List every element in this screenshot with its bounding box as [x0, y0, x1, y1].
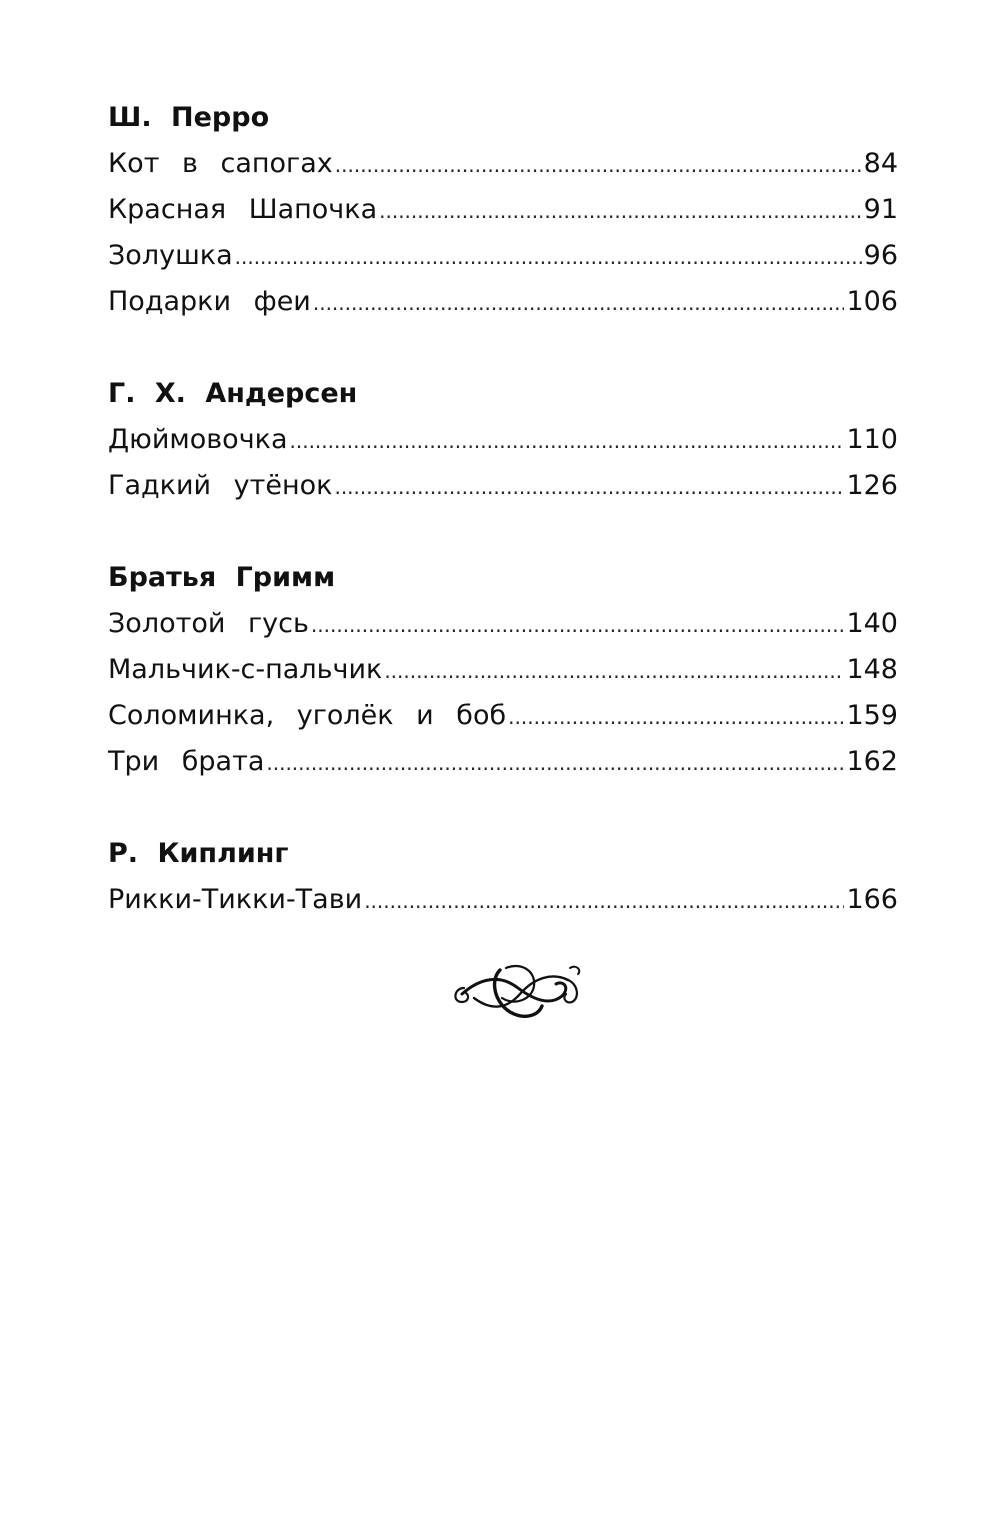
toc-entry[interactable]	[108, 233, 898, 279]
entry-page-number: 162	[846, 746, 898, 777]
toc-entry[interactable]	[108, 693, 898, 739]
dot-leader	[235, 234, 862, 280]
entry-title: Золушка	[108, 240, 233, 271]
entry-title: Подарки феи	[108, 286, 311, 317]
table-of-contents	[108, 95, 898, 923]
entry-page-number: 110	[846, 424, 898, 455]
dot-leader	[334, 464, 844, 510]
dot-leader	[311, 602, 845, 648]
entry-page-number: 106	[846, 286, 898, 317]
dot-leader	[384, 648, 844, 694]
dot-leader	[313, 280, 845, 326]
dot-leader	[379, 188, 862, 234]
section-andersen	[108, 371, 898, 509]
entry-title: Три брата	[108, 746, 265, 777]
toc-entry[interactable]	[108, 739, 898, 785]
author-heading: Братья Гримм	[108, 562, 336, 593]
section-grimm	[108, 555, 898, 785]
section-spacer	[108, 509, 898, 555]
dot-leader	[335, 142, 862, 188]
toc-entry[interactable]	[108, 417, 898, 463]
entry-title: Мальчик-с-пальчик	[108, 654, 383, 685]
entry-title: Кот в сапогах	[108, 148, 333, 179]
toc-entry[interactable]	[108, 647, 898, 693]
entry-title: Красная Шапочка	[108, 194, 378, 225]
dot-leader	[290, 418, 845, 464]
entry-page-number: 91	[863, 194, 898, 225]
dot-leader	[364, 878, 844, 924]
entry-page-number: 166	[846, 884, 898, 915]
section-kipling	[108, 831, 898, 923]
entry-title: Дюймовочка	[108, 424, 288, 455]
toc-entry[interactable]	[108, 877, 898, 923]
toc-entry[interactable]	[108, 601, 898, 647]
entry-title: Рикки-Тикки-Тави	[108, 884, 363, 915]
entry-page-number: 96	[863, 240, 898, 271]
toc-entry[interactable]	[108, 463, 898, 509]
author-heading: Г. Х. Андерсен	[108, 378, 358, 409]
entry-page-number: 84	[863, 148, 898, 179]
toc-entry[interactable]	[108, 279, 898, 325]
entry-page-number: 140	[846, 608, 898, 639]
entry-page-number: 159	[846, 700, 898, 731]
section-spacer	[108, 325, 898, 371]
entry-title: Золотой гусь	[108, 608, 309, 639]
entry-title: Гадкий утёнок	[108, 470, 333, 501]
section-spacer	[108, 785, 898, 831]
toc-entry[interactable]	[108, 187, 898, 233]
dot-leader	[508, 694, 844, 740]
entry-title: Соломинка, уголёк и боб	[108, 700, 507, 731]
author-heading: Ш. Перро	[108, 102, 270, 133]
flourish-ornament-icon	[450, 958, 586, 1024]
entry-page-number: 148	[846, 654, 898, 685]
section-perrault	[108, 95, 898, 325]
toc-entry[interactable]	[108, 141, 898, 187]
dot-leader	[266, 740, 844, 786]
author-heading: Р. Киплинг	[108, 838, 289, 869]
entry-page-number: 126	[846, 470, 898, 501]
